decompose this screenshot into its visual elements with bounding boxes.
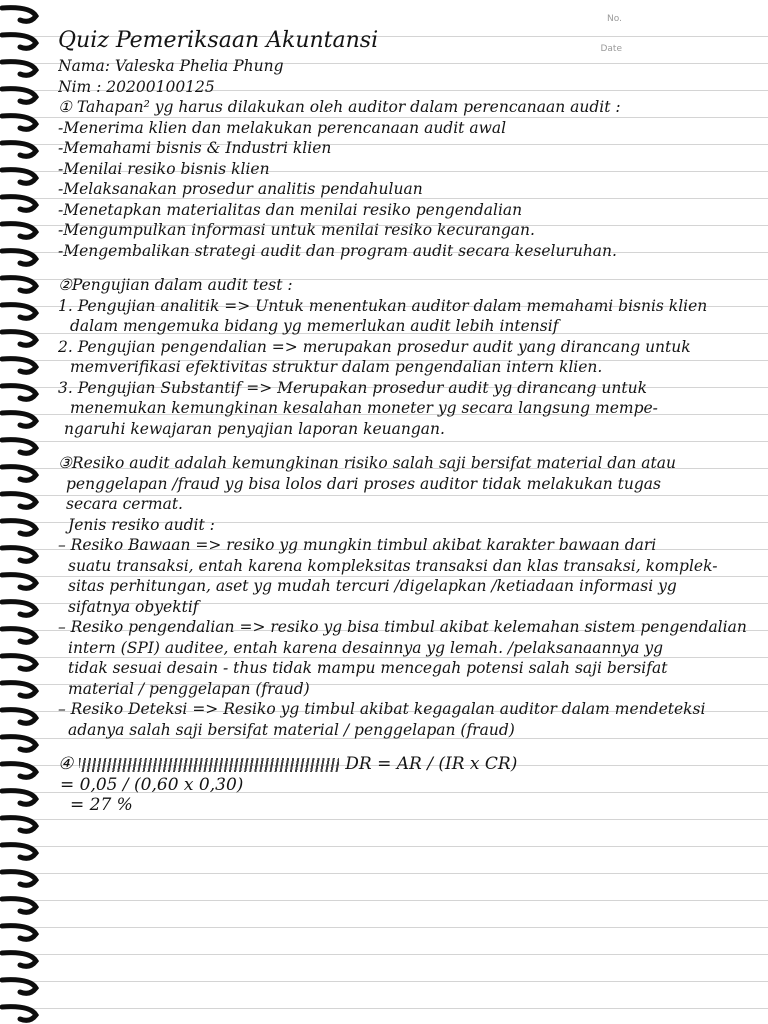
q1-heading: ① Tahapan² yg harus dilakukan oleh auditor dalam perencanaan audit :	[58, 98, 621, 116]
student-name: Nama: Valeska Phelia Phung	[58, 57, 284, 75]
q2-line: 2. Pengujian pengendalian => merupakan prosedur audit yang dirancang untuk	[58, 337, 691, 356]
spiral-ring	[2, 89, 36, 103]
spiral-ring	[2, 791, 36, 805]
spiral-ring	[2, 656, 36, 670]
spiral-ring	[2, 629, 36, 643]
spiral-ring	[2, 224, 36, 238]
q1-item: -Mengumpulkan informasi untuk menilai resiko kecurangan.	[58, 221, 535, 239]
q2-line: ngaruhi kewajaran penyajian laporan keuangan.	[64, 419, 445, 438]
q1-item: -Menetapkan materialitas dan menilai resiko pengendalian	[58, 200, 523, 219]
q2-line: dalam mengemuka bidang yg memerlukan audit lebih intensif	[70, 317, 559, 335]
q3-line: penggelapan /fraud yg bisa lolos dari proses auditor tidak melakukan tugas	[66, 474, 661, 493]
q3-line: suatu transaksi, entah karena kompleksitas transaksi dan klas transaksi, komplek-	[68, 556, 718, 575]
student-nim: Nim : 20200100125	[58, 77, 215, 96]
spiral-ring	[2, 953, 36, 967]
crossed-out-scribble	[79, 758, 339, 772]
spiral-ring	[2, 494, 36, 508]
q3-line: tidak sesuai desain - thus tidak mampu mencegah potensi salah saji bersifat	[68, 659, 668, 677]
spiral-ring	[2, 899, 36, 913]
q2-heading: ②Pengujian dalam audit test :	[58, 276, 293, 294]
spiral-ring	[2, 8, 36, 22]
date-label: Date	[600, 44, 622, 54]
q3-line: – Resiko Deteksi => Resiko yg timbul akibat kegagalan auditor dalam mendeteksi	[58, 700, 706, 718]
spiral-ring	[2, 386, 36, 400]
spiral-ring	[2, 467, 36, 481]
spiral-ring	[2, 170, 36, 184]
spiral-ring	[2, 251, 36, 265]
q3-line: – Resiko Bawaan => resiko yg mungkin timbul akibat karakter bawaan dari	[58, 536, 657, 554]
spiral-ring	[2, 737, 36, 751]
q1-item: -Menilai resiko bisnis klien	[58, 159, 270, 178]
q3-line: adanya salah saji bersifat material / penggelapan (fraud)	[68, 720, 515, 739]
q3-line: intern (SPI) auditee, entah karena desainnya yg lemah. /pelaksanaannya yg	[68, 638, 664, 657]
question-2	[58, 275, 764, 439]
spiral-ring	[2, 359, 36, 373]
spiral-ring	[2, 980, 36, 994]
spiral-ring	[2, 521, 36, 535]
question-1	[58, 97, 764, 261]
q2-line: menemukan kemungkinan kesalahan moneter yg secara langsung mempe-	[70, 399, 658, 417]
spiral-ring	[2, 305, 36, 319]
q1-item: -Memahami bisnis & Industri klien	[58, 139, 332, 157]
spiral-ring	[2, 575, 36, 589]
q3-line: secara cermat.	[66, 495, 183, 513]
q1-item: -Melaksanakan prosedur analitis pendahuluan	[58, 180, 423, 198]
q2-line: memverifikasi efektivitas struktur dalam pengendalian intern klien.	[70, 358, 603, 376]
q1-item: -Mengembalikan strategi audit dan program audit secara keseluruhan.	[58, 241, 617, 260]
spiral-ring	[2, 764, 36, 778]
spiral-ring	[2, 440, 36, 454]
q4-step2: = 27 %	[70, 795, 133, 815]
spiral-ring	[2, 278, 36, 292]
q4-step1: = 0,05 / (0,60 x 0,30)	[60, 774, 244, 795]
spiral-ring	[2, 845, 36, 859]
question-3	[58, 453, 764, 740]
q3-line: Jenis resiko audit :	[68, 515, 215, 534]
q3-line: ③Resiko audit adalah kemungkinan risiko salah saji bersifat material dan atau	[58, 454, 676, 472]
spiral-ring	[2, 197, 36, 211]
spiral-ring	[2, 62, 36, 76]
q1-item: -Menerima klien dan melakukan perencanaan audit awal	[58, 118, 507, 137]
spiral-ring	[2, 872, 36, 886]
spiral-ring	[2, 116, 36, 130]
spiral-ring	[2, 413, 36, 427]
page-title: Quiz Pemeriksaan Akuntansi	[58, 28, 379, 53]
spiral-ring	[2, 602, 36, 616]
handwritten-notes	[58, 26, 764, 816]
q2-line: 1. Pengujian analitik => Untuk menentukan auditor dalam memahami bisnis klien	[58, 296, 708, 315]
spiral-ring	[2, 332, 36, 346]
spiral-ring	[2, 143, 36, 157]
spiral-ring	[2, 1007, 36, 1021]
q4-formula: DR = AR / (IR x CR)	[345, 754, 518, 774]
spiral-ring	[2, 710, 36, 724]
spiral-ring	[2, 548, 36, 562]
spiral-ring	[2, 35, 36, 49]
q3-line: – Resiko pengendalian => resiko yg bisa timbul akibat kelemahan sistem pengendalian	[58, 618, 747, 636]
q3-line: material / penggelapan (fraud)	[68, 679, 310, 698]
q2-line: 3. Pengujian Substantif => Merupakan prosedur audit yg dirancang untuk	[58, 378, 647, 397]
q4-number: ④	[58, 754, 74, 774]
no-label: No.	[607, 14, 622, 24]
spiral-ring	[2, 818, 36, 832]
spiral-binding	[0, 0, 52, 1024]
q3-line: sitas perhitungan, aset yg mudah tercuri /digelapkan /ketiadaan informasi yg	[68, 577, 677, 595]
question-4	[58, 754, 764, 816]
spiral-ring	[2, 683, 36, 697]
q3-line: sifatnya obyektif	[68, 597, 199, 616]
spiral-ring	[2, 926, 36, 940]
